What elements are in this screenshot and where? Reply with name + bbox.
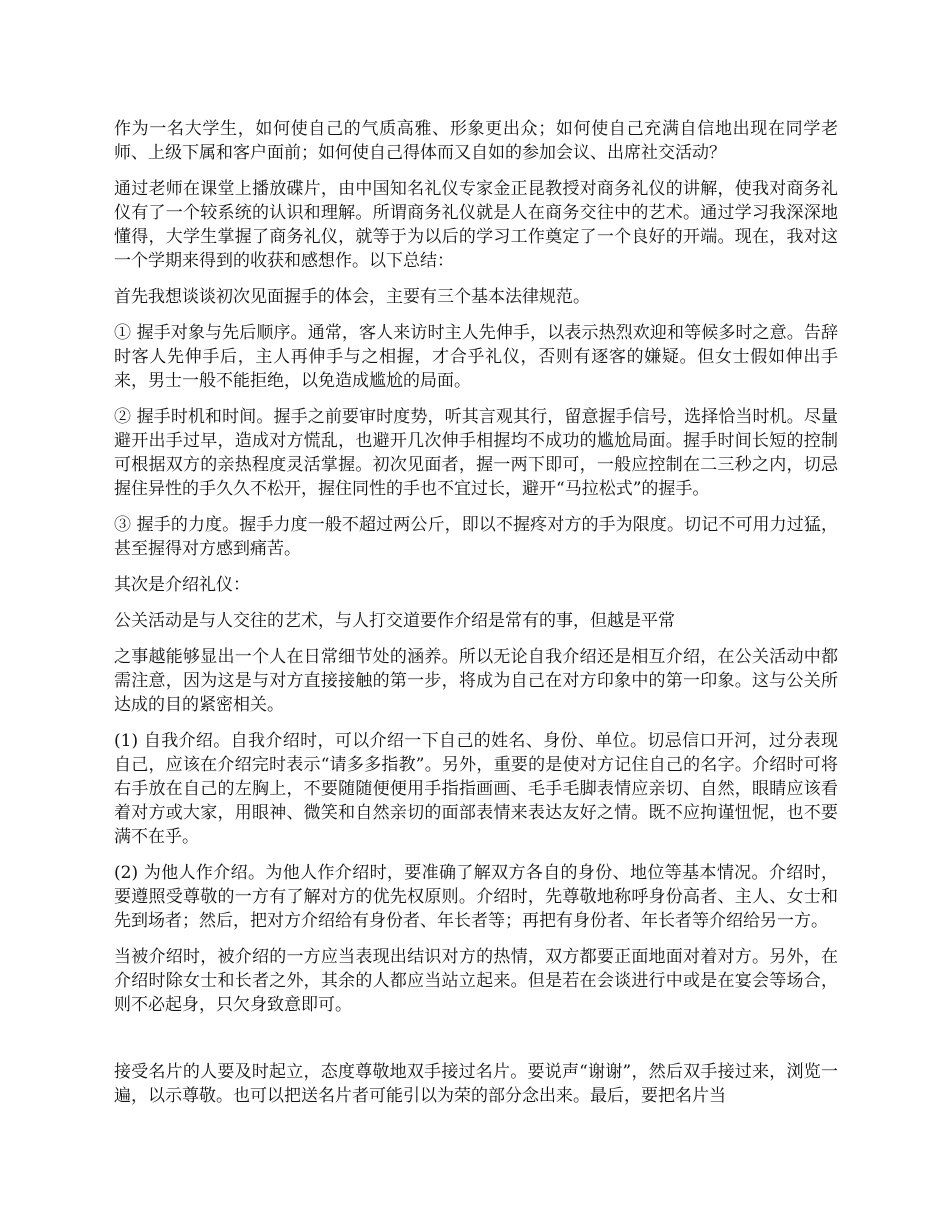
paragraph-being-introduced: 当被介绍时，被介绍的一方应当表现出结识对方的热情，双方都要正面地面对着对方。另外，在介绍时除女士和长者之外，其余的人都应当站立起来。但是若在会谈进行中或是在宴会等场合，则不必起身，只欠身致意即可。 <box>114 947 838 1015</box>
document-page <box>114 117 838 1120</box>
paragraph-handshake-strength: ③ 握手的力度。握手力度一般不超过两公斤，即以不握疼对方的手为限度。切记不可用力过猛，甚至握得对方感到痛苦。 <box>114 515 838 559</box>
paragraph-course-summary: 通过老师在课堂上播放碟片，由中国知名礼仪专家金正昆教授对商务礼仪的讲解，使我对商务礼仪有了一个较系统的认识和理解。所谓商务礼仪就是人在商务交往中的艺术。通过学习我深深地懂得，大学生掌握了商务礼仪，就等于为以后的学习工作奠定了一个良好的开端。现在，我对这一个学期来得到的收获和感想作。以下总结： <box>114 179 838 271</box>
paragraph-self-introduction: (1) 自我介绍。自我介绍时，可以介绍一下自己的姓名、身份、单位。切忌信口开河，过分表现自己，应该在介绍完时表示“请多多指教”。另外，重要的是使对方记住自己的名字。介绍时可将右手放在自己的左胸上，不要随随便便用手指指画画、毛手毛脚表情应亲切、自然，眼睛应该看着对方或大家，用眼神、微笑和自然亲切的面部表情来表达友好之情。既不应拘谨忸怩，也不要满不在乎。 <box>114 731 838 847</box>
paragraph-intro-question: 作为一名大学生，如何使自己的气质高雅、形象更出众；如何使自己充满自信地出现在同学老师、上级下属和客户面前；如何使自己得体而又自如的参加会议、出席社交活动？ <box>114 119 838 163</box>
paragraph-handshake-intro: 首先我想谈谈初次见面握手的体会，主要有三个基本法律规范。 <box>114 287 590 307</box>
paragraph-business-card: 接受名片的人要及时起立，态度尊敬地双手接过名片。要说声“谢谢”，然后双手接过来，浏览一遍，以示尊敬。也可以把送名片者可能引以为荣的部分念出来。最后，要把名片当 <box>114 1062 838 1106</box>
paragraph-pr-activity: 公关活动是与人交往的艺术，与人打交道要作介绍是常有的事，但越是平常 <box>114 611 675 631</box>
paragraph-handshake-order: ① 握手对象与先后顺序。通常，客人来访时主人先伸手，以表示热烈欢迎和等候多时之意。告辞时客人先伸手后，主人再伸手与之相握，才合乎礼仪，否则有逐客的嫌疑。但女士假如伸出手来，男士一般不能拒绝，以免造成尴尬的局面。 <box>114 323 838 391</box>
paragraph-introduction-heading: 其次是介绍礼仪： <box>114 575 250 595</box>
paragraph-handshake-timing: ② 握手时机和时间。握手之前要审时度势，听其言观其行，留意握手信号，选择恰当时机。尽量避开出手过早，造成对方慌乱，也避开几次伸手相握均不成功的尴尬局面。握手时间长短的控制可根据双方的亲热程度灵活掌握。初次见面者，握一两下即可，一般应控制在二三秒之内，切忌握住异性的手久久不松开，握住同性的手也不宜过长，避开“马拉松式”的握手。 <box>114 407 838 499</box>
section-gap <box>114 1029 838 1060</box>
paragraph-pr-detail: 之事越能够显出一个人在日常细节处的涵养。所以无论自我介绍还是相互介绍，在公关活动中都需注意，因为这是与对方直接接触的第一步，将成为自己在对方印象中的第一印象。这与公关所达成的目的紧密相关。 <box>114 647 838 715</box>
paragraph-introduce-others: (2) 为他人作介绍。为他人作介绍时，要准确了解双方各自的身份、地位等基本情况。介绍时，要遵照受尊敬的一方有了解对方的优先权原则。介绍时，先尊敬地称呼身份高者、主人、女士和先到场者；然后，把对方介绍给有身份者、年长者等；再把有身份者、年长者等介绍给另一方。 <box>114 863 838 931</box>
